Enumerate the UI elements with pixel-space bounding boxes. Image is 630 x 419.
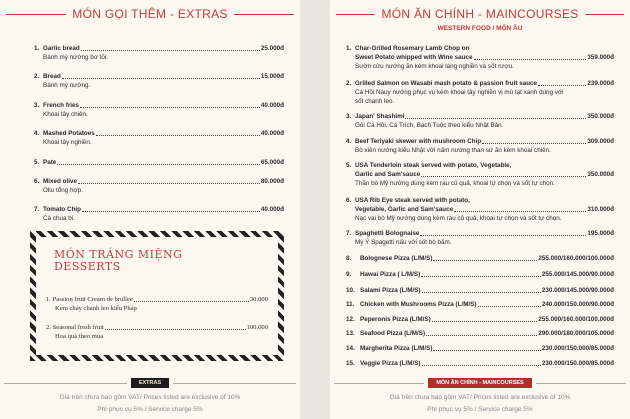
menu-item <box>346 329 614 338</box>
menu-item <box>34 44 284 62</box>
item-name: Garlic bread <box>43 45 80 52</box>
item-name: Beef Teriyaki skewer with mushroom Chip <box>355 138 482 145</box>
item-number: 5. <box>346 162 352 169</box>
title-rule-left <box>6 14 66 15</box>
item-description: Gỏi Cá Hồi, Cá Trích, Bạch Tuộc theo kiểu Nhật Bản. <box>355 122 504 129</box>
extras-title: MÓN GỌI THÊM - EXTRAS <box>72 7 228 21</box>
item-number: 7. <box>346 230 352 237</box>
item-price: 40.000đ <box>260 102 284 109</box>
item-number: 3. <box>34 102 40 109</box>
item-name: Pate <box>43 159 57 166</box>
item-description: Thăn bò Mỹ nướng dùng kèm rau củ quả, khoai tự chọn và sốt tự chọn. <box>355 180 555 187</box>
menu-item <box>346 344 614 353</box>
item-name-continued: Vegetable, Garlic and Sam'sauce <box>355 206 454 213</box>
item-number: 13. <box>346 330 355 337</box>
dessert-number: 1. <box>46 296 51 303</box>
menu-item <box>346 300 614 309</box>
item-description: Mỳ Ý Spagetti nấu với sốt bò băm. <box>355 239 452 246</box>
item-price: 195.000đ <box>587 230 614 237</box>
item-number: 5. <box>34 159 40 166</box>
menu-item <box>346 112 614 130</box>
item-number: 12. <box>346 316 355 323</box>
item-number: 6. <box>346 197 352 204</box>
item-number: 15. <box>346 360 355 367</box>
item-description: Cá Hồi Nauy nướng phục vụ kèm khoai tây nghiền vị mù tạt xanh dùng với <box>355 89 564 96</box>
menu-item <box>34 158 284 167</box>
item-description: Bánh mỳ nướng. <box>43 82 91 89</box>
item-number: 2. <box>346 80 352 87</box>
item-price: 230.000/150.000/85.000đ <box>541 360 614 367</box>
service-charge-note: Phí phục vụ 5% / Service charge 5% <box>97 406 203 413</box>
item-number: 7. <box>34 206 40 213</box>
dessert-item <box>46 295 268 313</box>
menu-item <box>34 177 284 195</box>
menu-item <box>346 44 614 71</box>
item-price: 309.000đ <box>587 138 614 145</box>
maincourses-title: MÓN ĂN CHÍNH - MAINCOURSES <box>381 7 579 21</box>
striped-border-right <box>278 231 284 361</box>
service-charge-note: Phí phục vụ 5% / Service charge 5% <box>427 406 533 413</box>
page-gutter <box>300 0 330 419</box>
item-name: Peperonis Pizza (L/M/S) <box>360 316 431 323</box>
dessert-description: Hoa quả theo mùa <box>55 333 104 340</box>
item-name: Char-Grilled Rosemary Lamb Chop on <box>355 45 470 52</box>
menu-item <box>346 161 614 188</box>
item-name: Japan' Shashimi <box>355 113 405 120</box>
item-price: 350.000đ <box>587 113 614 120</box>
item-name: Mashed Potatoes <box>43 130 95 137</box>
striped-border-bottom <box>30 355 284 361</box>
item-number: 4. <box>34 130 40 137</box>
item-price: 65.000đ <box>260 159 284 166</box>
dessert-price: 30.000 <box>249 296 268 303</box>
item-name: Salami Pizza (L/M/S) <box>360 287 421 294</box>
menu-item <box>346 229 614 247</box>
item-number: 2. <box>34 73 40 80</box>
maincourses-title-row <box>330 6 630 22</box>
item-name: Seafood Pizza (L/M/S) <box>360 330 426 337</box>
item-description: Khoai tây nghiền. <box>43 139 92 146</box>
item-description-continued: sốt chanh leo. <box>355 98 395 105</box>
menu-item <box>346 196 614 223</box>
item-price: 15.000đ <box>260 73 284 80</box>
extras-footer-bar <box>0 378 300 388</box>
menu-item <box>346 79 614 106</box>
extras-title-row <box>0 6 300 22</box>
item-name: Bread <box>43 73 61 80</box>
item-name: USA Rib Eye steak served with potato, <box>355 197 470 204</box>
dessert-title-vi: MÓN TRÁNG MIỆNG <box>54 248 183 261</box>
item-description: Oliu tổng hợp. <box>43 187 83 194</box>
dessert-name: Passion fruit Cream de brullee <box>52 296 133 303</box>
item-number: 6. <box>34 178 40 185</box>
item-description: Bánh mỳ nướng bơ tỏi. <box>43 54 108 61</box>
dessert-item <box>46 323 268 341</box>
item-name: Tomato Chip <box>43 206 82 213</box>
item-name: Bolognese Pizza (L/M/S) <box>360 255 433 262</box>
maincourses-footer-label: MÓN ĂN CHÍNH - MAINCOURSES <box>428 378 531 388</box>
dessert-box <box>30 231 284 361</box>
item-price: 25.000đ <box>260 45 284 52</box>
item-name: French fries <box>43 102 80 109</box>
item-name-continued: Garlic and Sam'sauce <box>355 171 421 178</box>
menu-item <box>34 129 284 147</box>
item-number: 4. <box>346 138 352 145</box>
item-price: 240.000/150.000/90.000đ <box>541 301 614 308</box>
dessert-price: 100.000 <box>246 324 268 331</box>
extras-footer-label: EXTRAS <box>131 378 169 388</box>
maincourses-footer-bar <box>330 378 630 388</box>
item-number: 14. <box>346 345 355 352</box>
title-rule-left <box>336 14 375 15</box>
item-name: Grilled Salmon on Wasabi mash potato & passion fruit sauce <box>355 80 538 87</box>
item-name: Mixed olive <box>43 178 77 185</box>
menu-item <box>346 270 614 279</box>
dessert-description: Kem cháy chanh leo kiểu Pháp <box>55 305 137 312</box>
dessert-name: Seasonal fresh fruit <box>52 324 104 331</box>
item-name: USA Tenderloin steak served with potato, Vegetable, <box>355 162 512 169</box>
vat-note: Giá trên chưa bao gồm VAT/ Prices listed are exclusive of 10% <box>389 394 571 401</box>
item-price: 290.000/180.000/105.000đ <box>538 330 614 337</box>
western-food-subhead: WESTERN FOOD / MÓN ÂU <box>437 25 523 32</box>
item-number: 9. <box>346 271 352 278</box>
item-number: 1. <box>346 45 352 52</box>
menu-item <box>346 359 614 368</box>
item-price: 255.000/145.000/90.000đ <box>541 271 614 278</box>
menu-item <box>346 137 614 155</box>
item-price: 359.000đ <box>587 54 614 61</box>
item-description: Cà chua bi. <box>43 215 75 222</box>
item-price: 310.000đ <box>587 206 614 213</box>
item-description: Sườn cừu nướng ăn kèm khoai lang nghiền và sốt rượu. <box>355 63 514 70</box>
title-rule-right <box>234 14 294 15</box>
item-description: Khoai tây chiên. <box>43 111 88 118</box>
menu-item <box>346 315 614 324</box>
maincourses-page <box>330 0 630 419</box>
item-price: 255.000/160.000/100.000đ <box>538 255 614 262</box>
item-name: Spaghetti Bolognaise <box>355 230 420 237</box>
menu-item <box>346 254 614 263</box>
title-rule-right <box>585 14 624 15</box>
menu-item <box>34 101 284 119</box>
item-price: 350.000đ <box>587 171 614 178</box>
extras-page <box>0 0 300 419</box>
item-number: 8. <box>346 255 352 262</box>
menu-item <box>346 286 614 295</box>
item-number: 11. <box>346 301 355 308</box>
item-name: Veggie Pizza (L/M/S) <box>360 360 421 367</box>
item-name: Margherita Pizza (L/M/S) <box>360 345 433 352</box>
item-price: 40.000đ <box>260 206 284 213</box>
item-price: 239.000đ <box>587 80 614 87</box>
item-description: Nạc vai bò Mỹ nướng dùng kèm rau củ quả, khoai tự chọn và sốt tự chọn. <box>355 215 562 222</box>
dessert-title <box>54 249 182 273</box>
dessert-number: 2. <box>46 324 51 331</box>
item-name: Hawai Pizza ( L/M/S) <box>360 271 421 278</box>
item-number: 10. <box>346 287 355 294</box>
menu-item <box>34 72 284 90</box>
item-price: 255.000/160.000/100.000đ <box>538 316 614 323</box>
item-price: 230.000/145.000/90.000đ <box>541 287 614 294</box>
item-name: Chicken with Mushrooms Pizza (L/M/S) <box>360 301 477 308</box>
item-name-continued: Sweet Potato whipped with Wine sauce <box>355 54 473 61</box>
vat-note: Giá trên chưa bao gồm VAT/ Prices listed are exclusive of 10% <box>59 394 241 401</box>
item-number: 1. <box>34 45 40 52</box>
dessert-title-en: DESSERTS <box>54 260 121 273</box>
item-price: 40.000đ <box>260 130 284 137</box>
item-price: 80.000đ <box>260 178 284 185</box>
item-description: Bò xiên nướng kiểu Nhật với nấm nướng than sứ ăn kèm khoai chiên. <box>355 147 551 154</box>
menu-item <box>34 205 284 223</box>
item-number: 3. <box>346 113 352 120</box>
item-price: 230.000/150.000/85.000đ <box>541 345 614 352</box>
